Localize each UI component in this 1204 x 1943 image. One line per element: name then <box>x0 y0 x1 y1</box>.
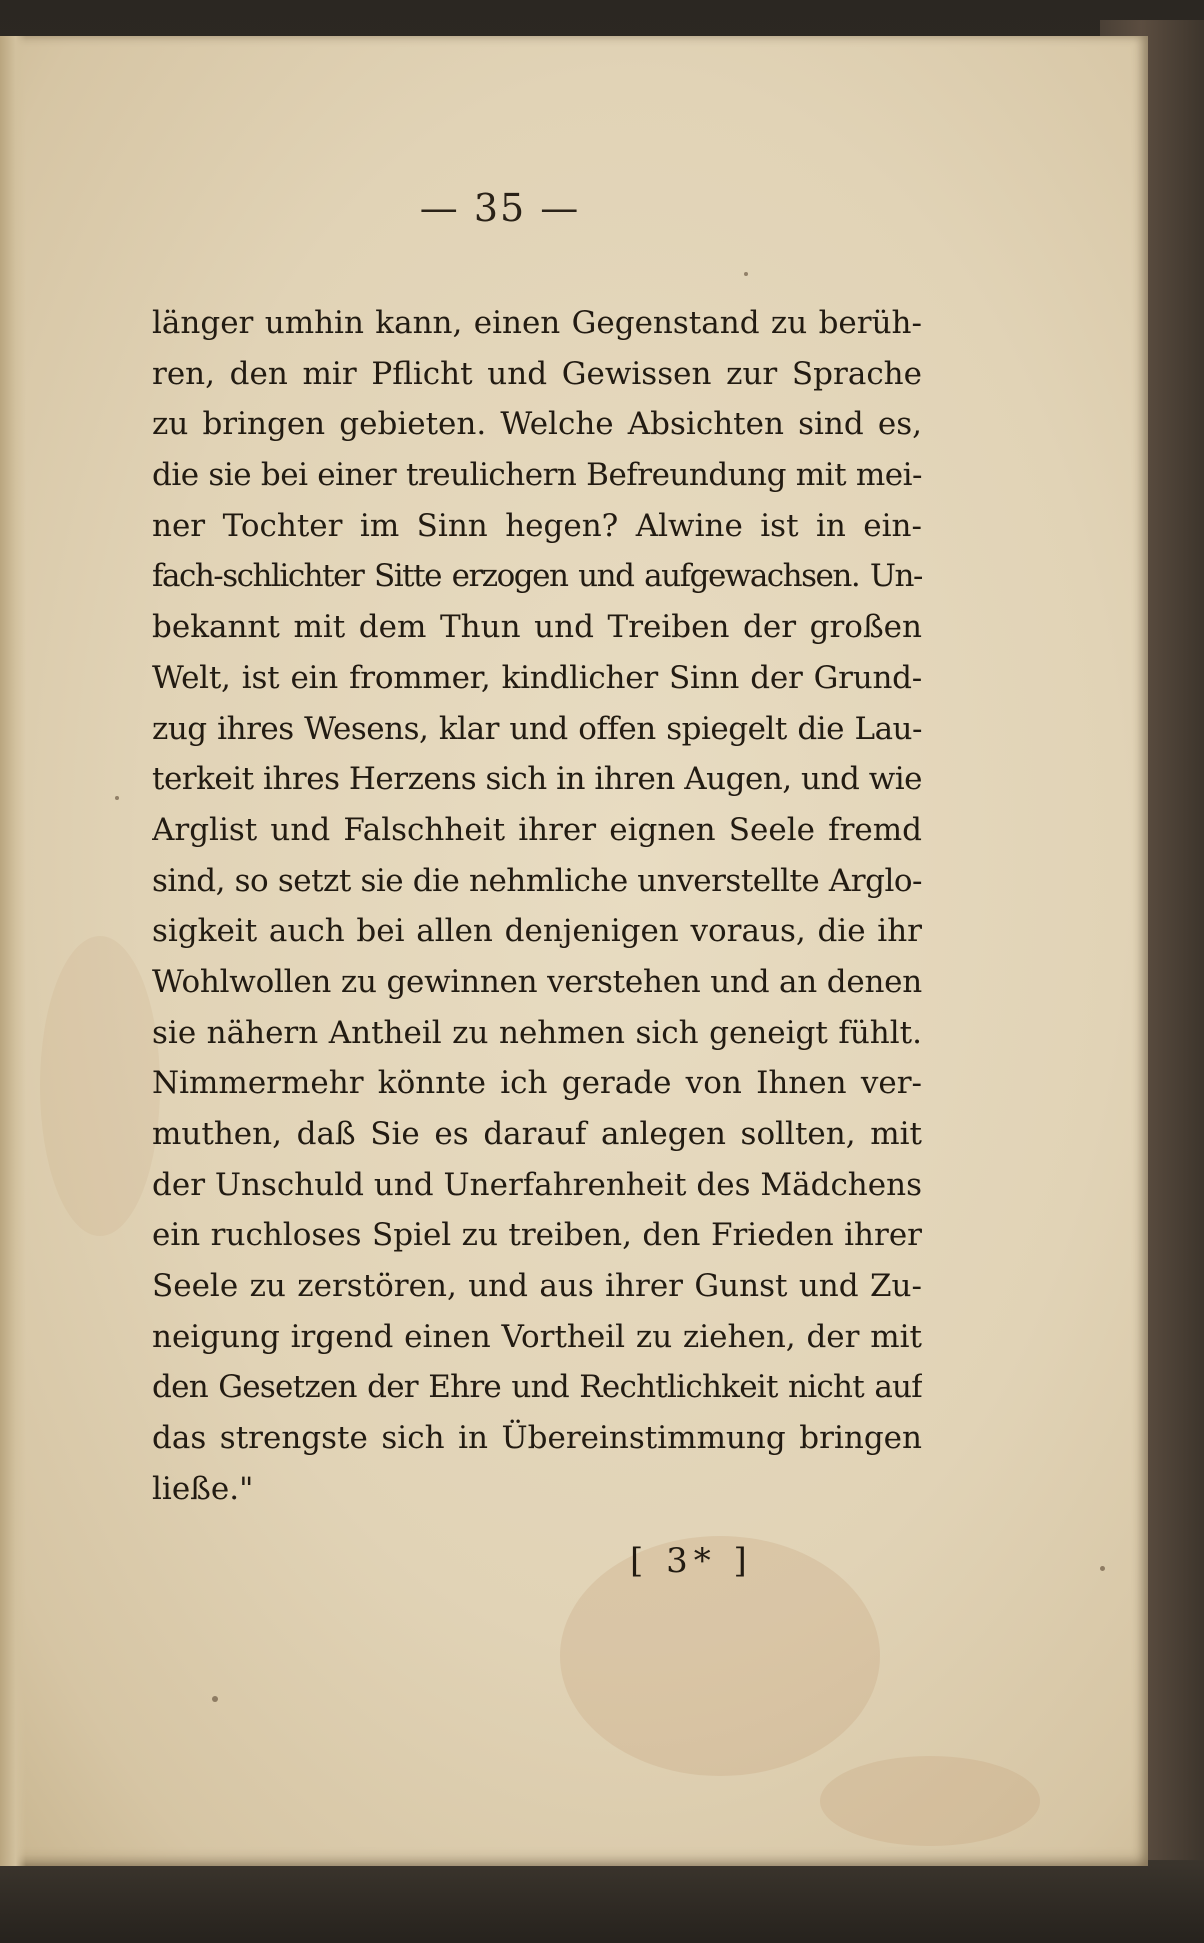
page-speck <box>744 272 748 276</box>
page-number-header: — 35 — <box>419 186 581 230</box>
page-speck <box>212 1696 218 1702</box>
book-page <box>0 36 1148 1866</box>
text-line: der Unschuld und Unerfahrenheit des Mädchens <box>152 1166 922 1203</box>
body-text <box>152 298 922 1515</box>
text-line: ein ruchloses Spiel zu treiben, den Frieden ihrer <box>152 1217 922 1254</box>
text-line: Nimmermehr könnte ich gerade von Ihnen ver- <box>152 1065 922 1102</box>
text-line: Seele zu zerstören, und aus ihrer Gunst und Zu- <box>152 1268 922 1305</box>
text-line: sigkeit auch bei allen denjenigen voraus, die ihr <box>152 913 922 950</box>
text-line: länger umhin kann, einen Gegenstand zu berüh- <box>152 305 922 341</box>
text-line: zug ihres Wesens, klar und offen spiegelt die Lau- <box>152 710 922 747</box>
text-line: Wohlwollen zu gewinnen verstehen und an denen <box>152 963 922 1000</box>
page-stain <box>820 1756 1040 1846</box>
printer-signature-mark: [ 3* ] <box>630 1541 753 1581</box>
text-line: zu bringen gebieten. Welche Absichten sind es, <box>152 406 922 443</box>
text-line: Arglist und Falschheit ihrer eignen Seele fremd <box>152 811 922 848</box>
text-line: neigung irgend einen Vortheil zu ziehen, der mit <box>152 1318 922 1355</box>
text-line: ren, den mir Pflicht und Gewissen zur Sprache <box>152 355 922 392</box>
book-cover-bottom <box>0 1860 1204 1943</box>
text-line: ner Tochter im Sinn hegen? Alwine ist in ein- <box>152 507 922 544</box>
page-stain <box>40 936 160 1236</box>
text-line: muthen, daß Sie es darauf anlegen sollten, mit <box>152 1116 922 1152</box>
text-line: die sie bei einer treulichern Befreundung mit mei- <box>152 457 922 494</box>
text-line: bekannt mit dem Thun und Treiben der großen <box>152 609 922 646</box>
text-line: den Gesetzen der Ehre und Rechtlichkeit nicht auf <box>152 1369 922 1406</box>
text-line: sind, so setzt sie die nehmliche unverstellte Arglo- <box>152 862 922 899</box>
text-line: das strengste sich in Übereinstimmung bringen <box>152 1420 922 1457</box>
text-line: terkeit ihres Herzens sich in ihren Augen, und wie <box>152 761 922 798</box>
page-speck <box>1100 1566 1105 1571</box>
page-gutter <box>0 36 26 1866</box>
text-line: Welt, ist ein frommer, kindlicher Sinn der Grund- <box>152 659 922 696</box>
text-line: ließe." <box>152 1470 254 1507</box>
text-line: fach-schlichter Sitte erzogen und aufgewachsen. Un- <box>152 558 922 595</box>
text-line: sie nähern Antheil zu nehmen sich geneigt fühlt. <box>152 1014 922 1051</box>
page-speck <box>115 796 119 800</box>
